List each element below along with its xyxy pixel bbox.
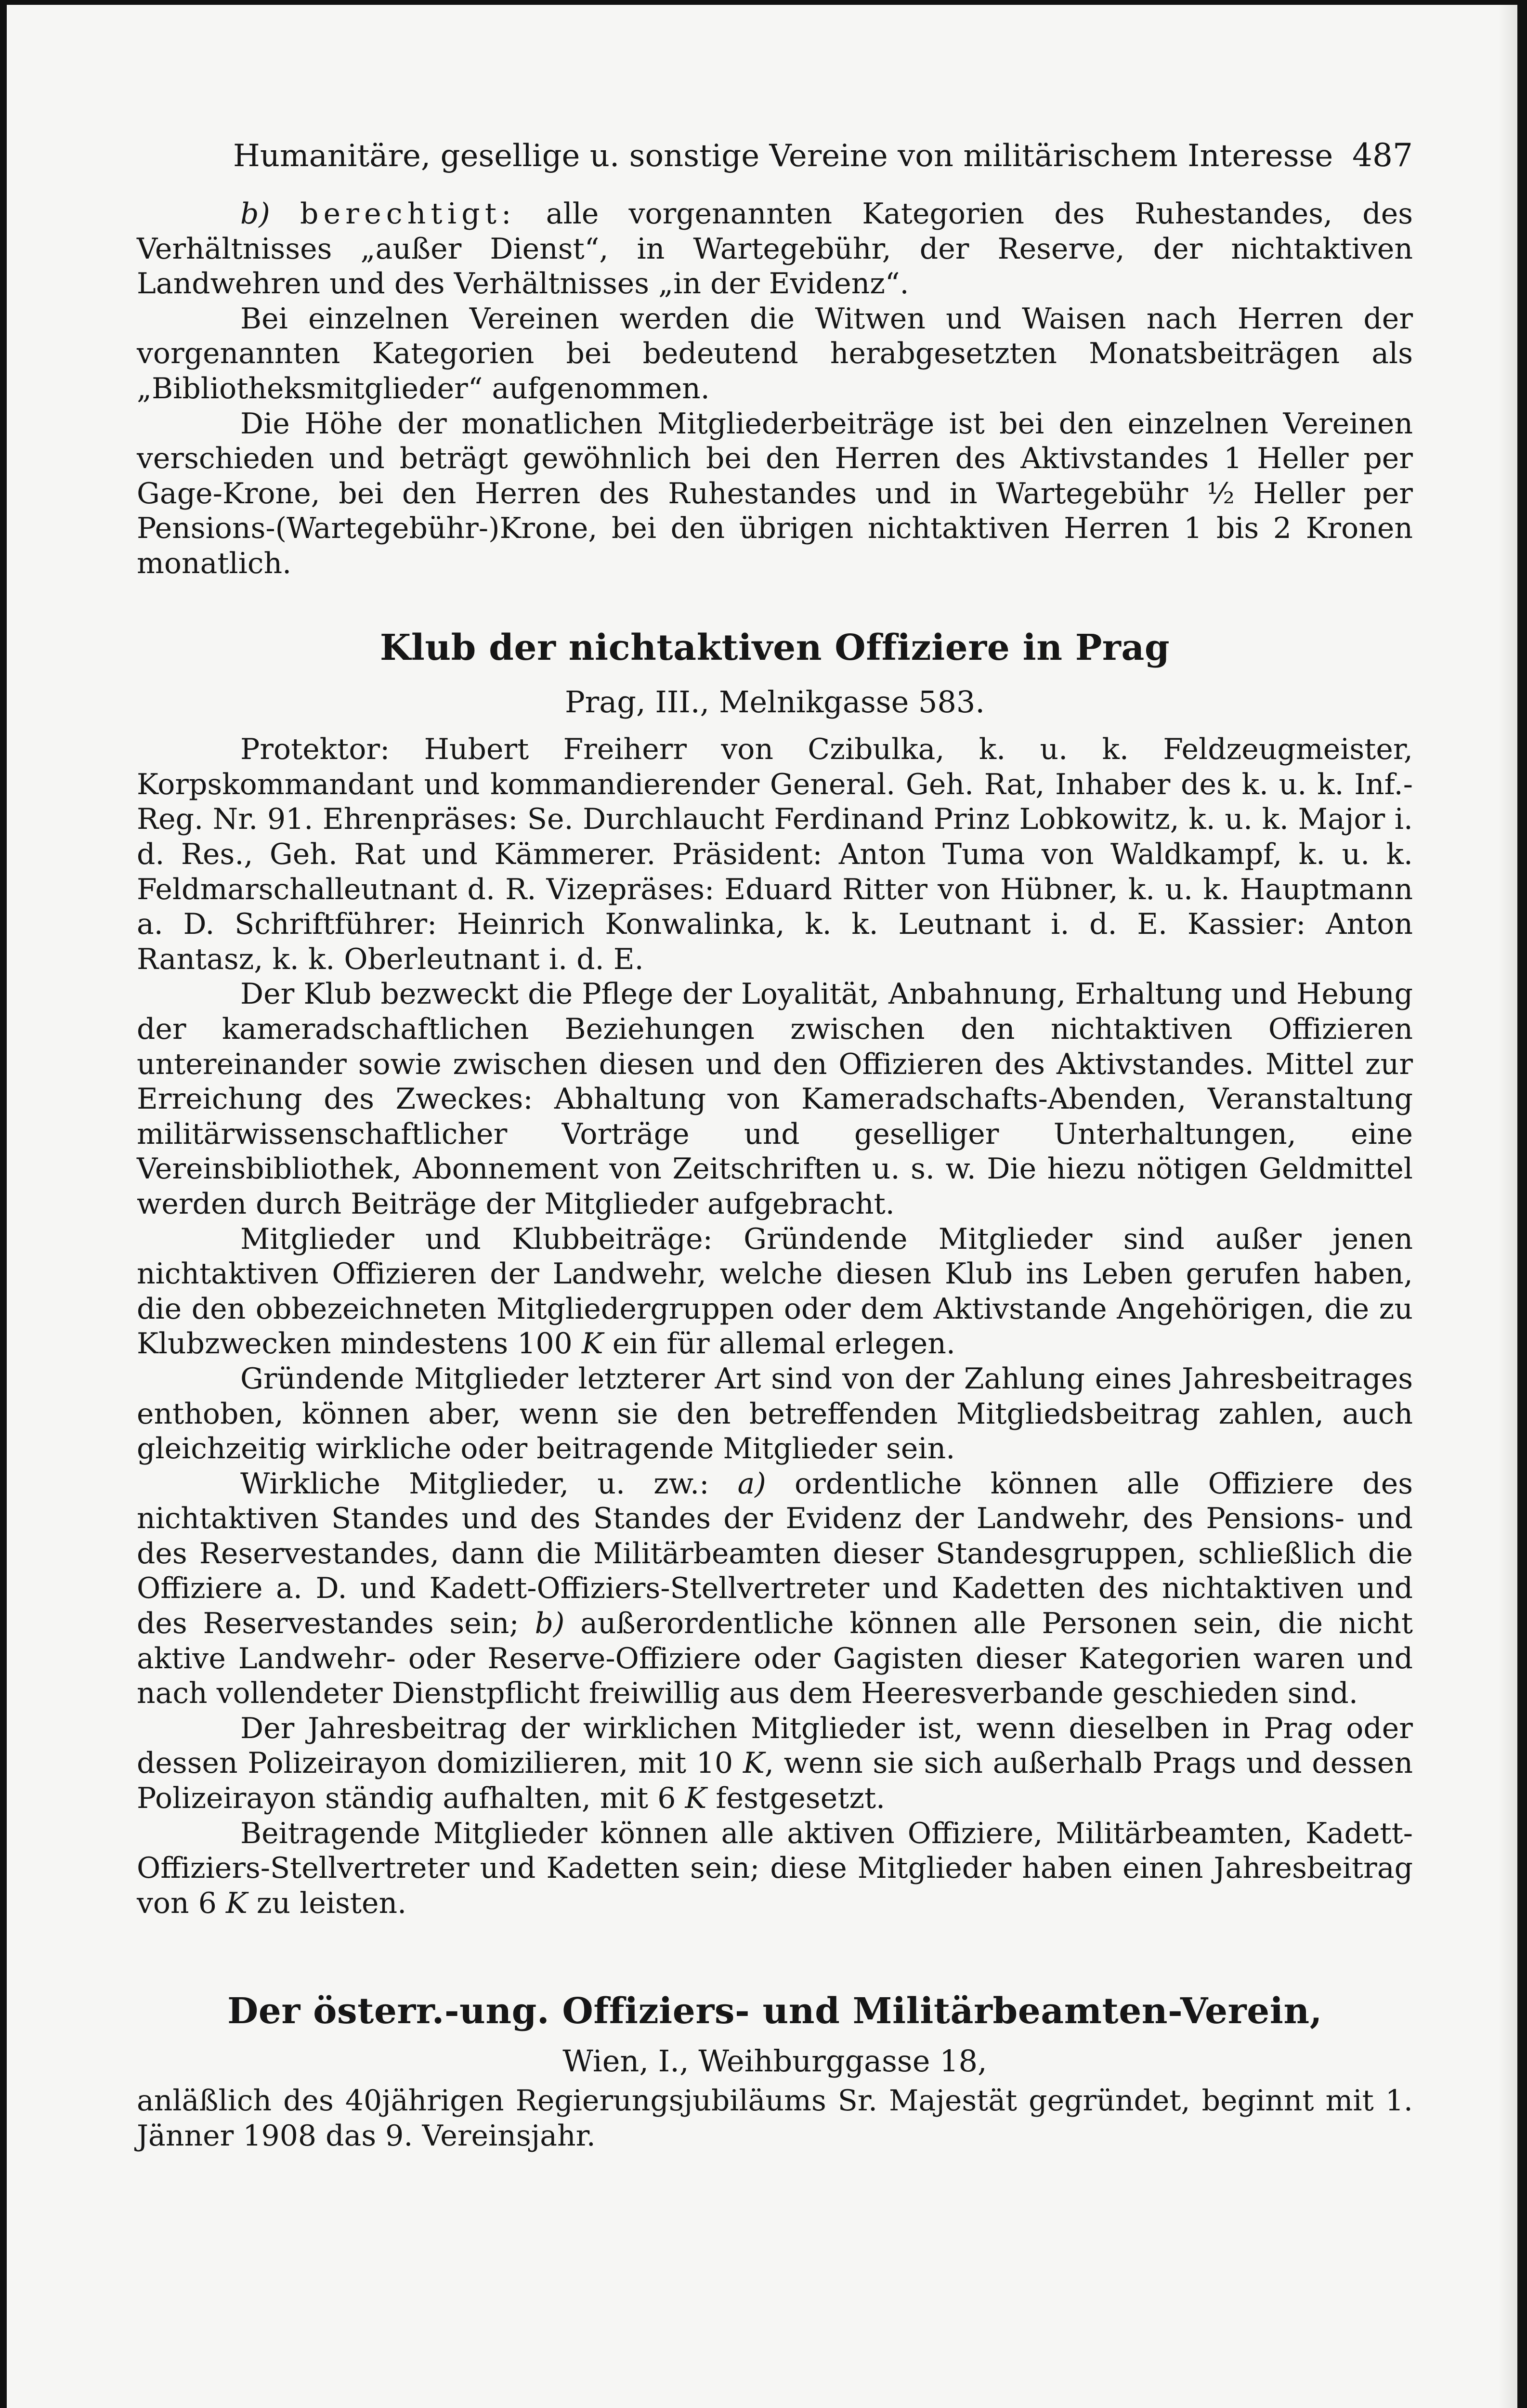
klub-address: Prag, III., Melnikgasse 583.: [564, 684, 985, 720]
page-text-block: [137, 137, 1413, 2153]
klub-officers-paragraph: Protektor: Hubert Freiherr von Czibulka, k. u. k. Feldzeugmeister, Korpskommandant und kommandierender General. Geh. Rat, Inhaber des k. u. k. Inf.-Reg. Nr. 91. Ehrenpräses: Se. Durchlaucht Ferdinand Prinz Lobkowitz, k. u. k. Major i. d. Res., Geh. Rat und Kämmerer. Präsident: Anton Tuma von Waldkampf, k. u. k. Feldmarschalleutnant d. R. Vizepräses: Eduard Ritter von Hübner, k. u. k. Hauptmann a. D. Schriftführer: Heinrich Konwalinka, k. k. Leutnant i. d. E. Kassier: Anton Rantasz, k. k. Oberleutnant i. d. E.: [137, 733, 1413, 976]
item-label-b: b): [535, 1607, 565, 1641]
intro-paragraph-widows: Bei einzelnen Vereinen werden die Witwen und Waisen nach Herren der vorgenannten Kategorien bei bedeutend herabgesetzten Monatsbeiträgen als „Bibliotheksmitglieder“ aufgenommen.: [137, 301, 1413, 406]
running-head-title: Humanitäre, gesellige u. sonstige Vereine von militärischem Interesse: [233, 138, 1333, 174]
intro-paragraph-fees: Die Höhe der monatlichen Mitgliederbeiträge ist bei den einzelnen Vereinen verschieden und beträgt gewöhnlich bei den Herren des Aktivstandes 1 Heller per Gage-Krone, bei den Herren des Ruhestandes und in Wartegebühr ½ Heller per Pensions-(Wartegebühr-)Krone, bei den übrigen nichtaktiven Herren 1 bis 2 Kronen monatlich.: [137, 406, 1413, 580]
book-page: [7, 5, 1517, 2408]
klub-section-title: Klub der nichtaktiven Offiziere in Prag: [379, 627, 1170, 668]
annual-fee-text-2: , wenn sie sich außerhalb Prags und dessen Polizeirayon ständig aufhalten, mit 6: [137, 1746, 1413, 1816]
klub-members-paragraph: [137, 1222, 1413, 1361]
currency-symbol: K: [581, 1327, 603, 1361]
intro-paragraph-1-text: alle vorgenannten Kategorien des Ruhestandes, des Verhältnisses „außer Dienst“, in Wartegebühr, der Reserve, der nichtaktiven Landwehren und des Verhältnisses „in der Evidenz“.: [137, 197, 1413, 301]
klub-real-members-paragraph: [137, 1466, 1413, 1711]
contributing-text-end: zu leisten.: [256, 1886, 407, 1920]
contributing-text: Beitragende Mitglieder können alle aktiven Offiziere, Militärbeamten, Kadett-Offiziers-Stellvertreter und Kadetten sein; diese Mitglieder haben einen Jahresbeitrag von 6: [137, 1816, 1413, 1920]
page-edge-shadow: [1498, 5, 1517, 2408]
intro-paragraph-berechtigt: [137, 196, 1413, 301]
klub-contributing-paragraph: [137, 1816, 1413, 1921]
real-members-ordinary: ordentliche können alle Offiziere des nichtaktiven Standes und des Standes der Evidenz der Landwehr, des Pensions- und des Reservestandes, dann die Militärbeamten dieser Standesgruppen, schließlich die Offiziere a. D. und Kadett-Offiziers-Stellvertreter und Kadetten des nichtaktiven und des Reservestandes sein;: [137, 1466, 1413, 1641]
verein-paragraph: anläßlich des 40jährigen Regierungsjubiläums Sr. Majestät gegründet, beginnt mit 1. Jänner 1908 das 9. Vereinsjahr.: [137, 2084, 1413, 2153]
annual-fee-text-1: Der Jahresbeitrag der wirklichen Mitglieder ist, wenn dieselben in Prag oder dessen Polizeirayon domizilieren, mit 10: [137, 1711, 1413, 1780]
klub-annual-fee-paragraph: [137, 1711, 1413, 1816]
currency-symbol: K: [743, 1746, 765, 1780]
currency-symbol: K: [685, 1781, 707, 1816]
verein-section-title: Der österr.-ung. Offiziers- und Militärbeamten-Verein,: [227, 1990, 1322, 2032]
verein-address: Wien, I., Weihburggasse 18,: [562, 2043, 987, 2079]
item-label-b: b): [240, 197, 270, 231]
term-berechtigt: berechtigt:: [300, 197, 516, 231]
running-head: [233, 137, 1413, 174]
real-members-intro: Wirkliche Mitglieder, u. zw.:: [240, 1466, 709, 1501]
currency-symbol: K: [226, 1886, 248, 1920]
klub-purpose-paragraph: Der Klub bezweckt die Pflege der Loyalität, Anbahnung, Erhaltung und Hebung der kameradschaftlichen Beziehungen zwischen den nichtaktiven Offizieren untereinander sowie zwischen diesen und den Offizieren des Aktivstandes. Mittel zur Erreichung des Zweckes: Abhaltung von Kameradschafts-Abenden, Veranstaltung militärwissenschaftlicher Vorträge und geselliger Unterhaltungen, eine Vereinsbibliothek, Abonnement von Zeitschriften u. s. w. Die hiezu nötigen Geldmittel werden durch Beiträge der Mitglieder aufgebracht.: [137, 977, 1413, 1221]
klub-founding-exempt-paragraph: Gründende Mitglieder letzterer Art sind von der Zahlung eines Jahresbeitrages enthoben, können aber, wenn sie den betreffenden Mitgliedsbeitrag zahlen, auch gleichzeitig wirkliche oder beitragende Mitglieder sein.: [137, 1361, 1413, 1466]
item-label-a: a): [737, 1466, 766, 1501]
annual-fee-text-3: festgesetzt.: [716, 1781, 886, 1816]
klub-members-text: Mitglieder und Klubbeiträge: Gründende Mitglieder sind außer jenen nichtaktiven Offizieren der Landwehr, welche diesen Klub ins Leben gerufen haben, die den obbezeichneten Mitgliedergruppen oder dem Aktivstande Angehörigen, die zu Klubzwecken mindestens 100: [137, 1222, 1413, 1361]
page-number: 487: [1352, 137, 1413, 174]
klub-members-text-end: ein für allemal erlegen.: [612, 1327, 955, 1361]
real-members-extraordinary: außerordentliche können alle Personen sein, die nicht aktive Landwehr- oder Reserve-Offiziere oder Gagisten dieser Kategorien waren und nach vollendeter Dienstpflicht freiwillig aus dem Heeresverbande geschieden sind.: [137, 1607, 1413, 1711]
